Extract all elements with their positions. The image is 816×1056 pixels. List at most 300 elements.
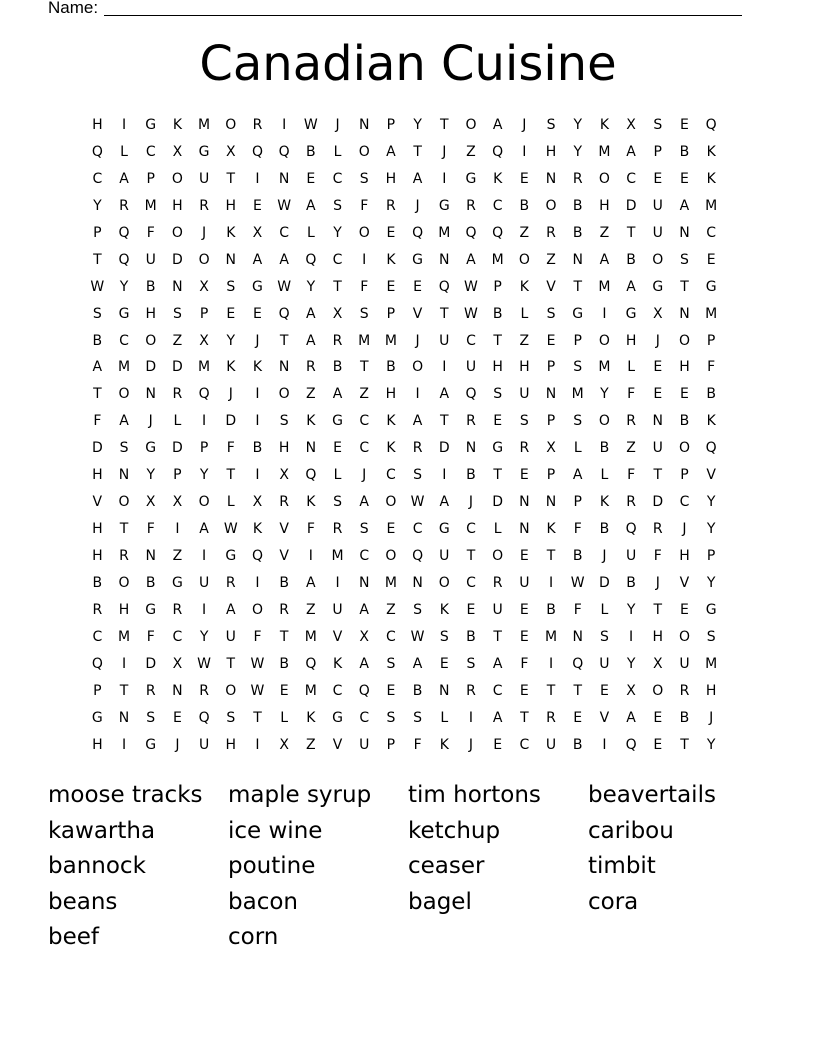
grid-letter: H <box>679 548 690 564</box>
grid-letter: H <box>278 440 290 457</box>
grid-letter: N <box>412 574 423 591</box>
grid-letter: O <box>678 628 690 645</box>
grid-letter: I <box>202 601 207 618</box>
grid-letter: G <box>171 574 183 591</box>
grid-letter: E <box>653 736 663 753</box>
grid-letter: I <box>121 655 127 672</box>
grid-letter: J <box>602 548 607 564</box>
grid-letter: T <box>680 736 689 753</box>
grid-letter: R <box>172 601 183 618</box>
grid-letter: B <box>492 305 503 322</box>
grid-letter: V <box>546 278 556 295</box>
word-bank-item: bagel <box>408 888 472 915</box>
grid-letter: U <box>198 736 210 753</box>
grid-letter: W <box>464 305 478 322</box>
grid-letter: C <box>332 682 343 699</box>
grid-letter: Z <box>172 332 183 349</box>
grid-letter: H <box>92 467 103 484</box>
grid-letter: Y <box>626 601 636 618</box>
grid-letter: G <box>332 709 343 726</box>
letter-grid <box>84 112 725 759</box>
grid-letter: I <box>255 413 260 430</box>
grid-letter: C <box>386 467 396 484</box>
grid-letter: D <box>91 440 103 457</box>
grid-letter: S <box>466 655 476 672</box>
grid-letter: E <box>519 467 529 484</box>
grid-letter: B <box>332 359 343 376</box>
grid-letter: R <box>412 440 423 457</box>
grid-letter: Q <box>305 467 317 484</box>
grid-letter: F <box>146 224 155 241</box>
grid-letter: I <box>362 251 367 268</box>
grid-letter: Q <box>305 655 317 672</box>
grid-letter: R <box>252 117 263 133</box>
grid-letter: O <box>251 601 263 618</box>
grid-letter: E <box>680 170 689 187</box>
grid-letter: J <box>202 224 207 241</box>
grid-letter: D <box>172 440 183 457</box>
grid-letter: A <box>306 305 316 322</box>
grid-letter: T <box>546 682 556 699</box>
grid-letter: F <box>93 413 102 430</box>
grid-letter: C <box>92 628 103 645</box>
word-bank-item: bacon <box>228 888 298 915</box>
grid-letter: F <box>573 601 582 618</box>
grid-letter: M <box>304 628 317 645</box>
grid-letter: Q <box>198 386 210 403</box>
grid-letter: G <box>145 736 157 753</box>
grid-letter: G <box>91 709 103 726</box>
grid-letter: X <box>145 494 156 511</box>
grid-letter: D <box>172 359 183 376</box>
grid-letter: R <box>119 548 129 564</box>
grid-letter: U <box>652 440 663 457</box>
grid-letter: R <box>546 224 556 241</box>
grid-letter: G <box>145 117 157 133</box>
grid-letter: V <box>679 574 690 591</box>
grid-letter: Y <box>706 494 716 511</box>
grid-letter: R <box>492 574 503 591</box>
grid-letter: U <box>545 736 557 753</box>
grid-letter: B <box>306 143 316 160</box>
grid-letter: S <box>413 601 423 618</box>
grid-letter: M <box>598 278 611 295</box>
grid-letter: C <box>412 521 423 538</box>
grid-letter: S <box>546 305 556 322</box>
grid-letter: J <box>682 521 687 538</box>
grid-letter: Q <box>198 709 210 726</box>
grid-letter: U <box>198 170 210 187</box>
grid-letter: U <box>439 332 450 349</box>
grid-letter: M <box>331 548 344 564</box>
grid-letter: E <box>680 117 689 133</box>
grid-letter: X <box>172 143 183 160</box>
grid-letter: N <box>358 574 370 591</box>
grid-letter: X <box>626 117 636 133</box>
grid-letter: K <box>226 224 236 241</box>
name-label: Name: <box>48 0 99 17</box>
grid-letter: H <box>599 197 610 214</box>
grid-letter: P <box>706 548 716 564</box>
grid-letter: W <box>410 494 425 511</box>
grid-letter: Z <box>172 548 183 564</box>
grid-letter: F <box>360 197 369 214</box>
grid-letter: Q <box>572 655 584 672</box>
grid-letter: U <box>198 574 210 591</box>
grid-letter: F <box>573 521 582 538</box>
grid-letter: N <box>545 494 557 511</box>
grid-letter: B <box>572 197 583 214</box>
grid-letter: R <box>92 601 103 618</box>
grid-letter: S <box>92 305 102 322</box>
grid-letter: E <box>706 251 716 268</box>
grid-letter: I <box>175 521 180 538</box>
grid-letter: B <box>546 601 556 618</box>
grid-letter: W <box>197 655 212 672</box>
grid-letter: N <box>679 224 690 241</box>
grid-letter: T <box>493 332 502 349</box>
grid-letter: I <box>548 655 554 672</box>
grid-letter: T <box>493 467 502 484</box>
grid-letter: N <box>439 682 450 699</box>
grid-letter: I <box>255 736 260 753</box>
grid-letter: F <box>253 628 262 645</box>
grid-letter: K <box>386 440 396 457</box>
grid-letter: C <box>706 224 717 241</box>
grid-letter: E <box>680 601 689 618</box>
grid-letter: A <box>386 143 396 160</box>
grid-letter: I <box>121 117 127 133</box>
grid-letter: K <box>439 736 449 753</box>
grid-letter: H <box>118 601 130 618</box>
grid-letter: W <box>277 278 292 295</box>
grid-letter: B <box>145 574 156 591</box>
grid-letter: S <box>599 628 609 645</box>
grid-letter: T <box>226 170 236 187</box>
grid-letter: G <box>705 601 717 618</box>
grid-letter: C <box>492 197 503 214</box>
grid-letter: S <box>386 709 396 726</box>
grid-letter: A <box>492 655 503 672</box>
grid-letter: N <box>145 386 156 403</box>
grid-letter: L <box>573 440 582 457</box>
grid-letter: P <box>493 278 502 295</box>
grid-letter: K <box>386 413 396 430</box>
grid-letter: S <box>279 413 289 430</box>
grid-letter: Q <box>251 143 263 160</box>
grid-letter: G <box>438 521 450 538</box>
grid-letter: H <box>92 548 103 564</box>
grid-letter: H <box>492 359 503 376</box>
grid-letter: J <box>442 143 447 160</box>
grid-letter: R <box>199 682 209 699</box>
grid-letter: A <box>225 601 236 618</box>
grid-letter: A <box>119 413 129 430</box>
grid-letter: Q <box>492 143 504 160</box>
grid-letter: I <box>415 386 420 403</box>
grid-letter: R <box>386 197 396 214</box>
grid-letter: B <box>679 143 690 160</box>
grid-letter: I <box>602 736 607 753</box>
grid-letter: Y <box>706 574 716 591</box>
grid-letter: X <box>225 143 236 160</box>
word-bank-item: cora <box>588 888 639 915</box>
grid-letter: T <box>226 467 236 484</box>
grid-letter: K <box>332 655 343 672</box>
grid-letter: U <box>652 197 663 214</box>
grid-letter: Q <box>91 143 103 160</box>
grid-letter: P <box>386 305 396 322</box>
grid-letter: N <box>545 386 557 403</box>
grid-letter: O <box>545 197 557 214</box>
grid-letter: A <box>412 170 423 187</box>
grid-letter: U <box>439 548 450 564</box>
grid-letter: B <box>519 197 530 214</box>
grid-letter: F <box>627 386 636 403</box>
grid-letter: A <box>252 251 263 268</box>
word-bank-item: beans <box>48 888 118 915</box>
grid-letter: D <box>652 494 664 511</box>
grid-letter: O <box>358 224 370 241</box>
grid-letter: S <box>546 117 556 133</box>
grid-letter: U <box>519 386 530 403</box>
grid-letter: Q <box>705 440 717 457</box>
grid-letter: X <box>252 224 263 241</box>
grid-letter: R <box>172 386 183 403</box>
grid-letter: P <box>546 413 556 430</box>
grid-letter: X <box>359 628 370 645</box>
grid-letter: L <box>226 494 235 511</box>
grid-letter: C <box>626 170 636 187</box>
grid-letter: E <box>573 709 583 726</box>
grid-letter: E <box>386 521 396 538</box>
grid-letter: L <box>306 224 315 241</box>
grid-letter: Y <box>706 521 716 538</box>
grid-letter: E <box>653 170 663 187</box>
grid-letter: K <box>599 494 609 511</box>
grid-letter: C <box>466 521 476 538</box>
grid-letter: B <box>679 413 690 430</box>
grid-letter: A <box>626 278 636 295</box>
grid-letter: A <box>279 251 289 268</box>
grid-letter: E <box>519 170 529 187</box>
grid-letter: I <box>282 117 287 133</box>
word-bank-item: moose tracks <box>48 782 203 808</box>
grid-letter: Q <box>625 521 637 538</box>
grid-letter: R <box>466 682 476 699</box>
grid-letter: G <box>225 548 237 564</box>
grid-letter: M <box>438 224 451 241</box>
word-bank <box>48 778 768 956</box>
grid-letter: J <box>709 709 714 726</box>
grid-letter: G <box>252 278 263 295</box>
grid-letter: P <box>706 332 716 349</box>
grid-letter: A <box>439 494 450 511</box>
grid-letter: G <box>465 170 477 187</box>
grid-letter: E <box>466 601 476 618</box>
grid-letter: E <box>172 709 182 726</box>
grid-letter: Y <box>413 117 422 133</box>
grid-letter: W <box>90 278 105 295</box>
grid-letter: B <box>572 224 583 241</box>
grid-letter: Z <box>306 736 316 753</box>
grid-letter: P <box>146 170 155 187</box>
grid-letter: L <box>173 413 182 430</box>
grid-letter: Y <box>119 278 129 295</box>
grid-letter: R <box>279 494 290 511</box>
grid-letter: O <box>492 548 504 564</box>
grid-letter: O <box>678 332 690 349</box>
grid-letter: O <box>118 494 130 511</box>
word-bank-item: beavertails <box>588 782 716 808</box>
grid-letter: G <box>145 440 157 457</box>
grid-letter: C <box>145 143 156 160</box>
grid-letter: O <box>225 682 237 699</box>
grid-letter: X <box>199 278 209 295</box>
grid-letter: O <box>198 251 210 268</box>
grid-letter: A <box>306 332 316 349</box>
grid-letter: O <box>225 117 237 133</box>
grid-letter: C <box>466 332 476 349</box>
grid-letter: B <box>386 359 396 376</box>
grid-letter: O <box>385 494 397 511</box>
grid-letter: J <box>175 736 180 753</box>
grid-letter: B <box>706 386 716 403</box>
grid-letter: Z <box>306 601 316 618</box>
grid-letter: N <box>225 251 237 268</box>
grid-letter: E <box>253 305 262 322</box>
grid-letter: I <box>121 736 127 753</box>
grid-letter: E <box>279 682 289 699</box>
grid-letter: J <box>415 197 420 214</box>
grid-letter: Z <box>626 440 636 457</box>
grid-letter: H <box>625 332 637 349</box>
grid-letter: B <box>279 574 289 591</box>
grid-letter: Q <box>465 224 477 241</box>
grid-letter: M <box>198 117 211 133</box>
grid-letter: A <box>199 521 209 538</box>
grid-letter: I <box>335 574 340 591</box>
grid-letter: E <box>413 278 423 295</box>
grid-letter: N <box>118 467 130 484</box>
grid-letter: M <box>571 386 584 403</box>
grid-letter: H <box>225 197 237 214</box>
grid-letter: R <box>145 682 156 699</box>
grid-letter: N <box>172 278 183 295</box>
grid-letter: N <box>545 170 557 187</box>
grid-letter: O <box>598 332 610 349</box>
grid-letter: E <box>653 359 663 376</box>
grid-letter: O <box>145 332 157 349</box>
grid-letter: D <box>492 494 504 511</box>
grid-letter: A <box>626 709 636 726</box>
grid-letter: I <box>202 413 207 430</box>
grid-letter: I <box>629 628 634 645</box>
grid-letter: X <box>199 332 209 349</box>
grid-letter: K <box>439 601 449 618</box>
grid-letter: J <box>468 736 474 753</box>
grid-letter: R <box>225 574 236 591</box>
grid-letter: Q <box>438 278 450 295</box>
grid-letter: I <box>255 574 260 591</box>
grid-letter: Q <box>278 143 290 160</box>
grid-letter: Y <box>93 197 102 214</box>
grid-letter: G <box>118 305 130 322</box>
grid-letter: R <box>546 709 556 726</box>
grid-letter: C <box>492 682 503 699</box>
grid-letter: Z <box>386 601 396 618</box>
grid-letter: Q <box>305 251 317 268</box>
grid-letter: O <box>171 224 183 241</box>
grid-letter: T <box>253 709 262 726</box>
grid-letter: M <box>598 143 611 160</box>
grid-letter: T <box>93 251 102 268</box>
grid-letter: N <box>172 682 183 699</box>
grid-letter: Z <box>306 386 316 403</box>
grid-letter: W <box>570 574 585 591</box>
grid-letter: B <box>679 709 690 726</box>
grid-letter: G <box>492 440 504 457</box>
grid-letter: F <box>627 467 636 484</box>
grid-letter: T <box>279 332 289 349</box>
grid-letter: H <box>679 359 690 376</box>
grid-letter: Z <box>599 224 610 241</box>
grid-letter: S <box>573 359 583 376</box>
grid-letter: O <box>438 574 450 591</box>
grid-letter: C <box>359 709 370 726</box>
grid-letter: V <box>332 736 343 753</box>
grid-letter: T <box>653 467 663 484</box>
grid-letter: X <box>626 682 636 699</box>
grid-letter: N <box>465 440 477 457</box>
grid-letter: N <box>572 251 583 268</box>
grid-letter: S <box>653 117 663 133</box>
word-bank-item: poutine <box>228 853 316 880</box>
grid-letter: R <box>466 413 476 430</box>
grid-letter: M <box>144 197 157 214</box>
grid-letter: Z <box>519 332 530 349</box>
grid-letter: C <box>172 628 183 645</box>
grid-letter: S <box>119 440 129 457</box>
grid-letter: R <box>572 170 583 187</box>
grid-letter: P <box>653 143 662 160</box>
word-bank-item: maple syrup <box>228 782 372 808</box>
grid-letter: A <box>439 386 450 403</box>
grid-letter: E <box>653 386 663 403</box>
grid-letter: P <box>546 359 556 376</box>
word-bank-item: kawartha <box>48 817 156 844</box>
grid-letter: S <box>359 305 369 322</box>
grid-letter: F <box>413 736 422 753</box>
grid-letter: S <box>680 251 689 268</box>
grid-letter: E <box>386 682 396 699</box>
grid-letter: O <box>598 413 610 430</box>
grid-letter: L <box>440 709 449 726</box>
grid-letter: T <box>119 521 129 538</box>
grid-letter: M <box>384 574 397 591</box>
grid-letter: P <box>573 494 582 511</box>
grid-letter: Q <box>358 682 370 699</box>
grid-letter: M <box>358 332 371 349</box>
grid-letter: Z <box>359 386 370 403</box>
grid-letter: B <box>92 574 103 591</box>
grid-letter: F <box>520 655 529 672</box>
grid-letter: H <box>225 736 237 753</box>
grid-letter: Y <box>333 224 342 241</box>
grid-letter: K <box>706 413 716 430</box>
grid-letter: N <box>439 251 450 268</box>
grid-letter: A <box>359 601 369 618</box>
